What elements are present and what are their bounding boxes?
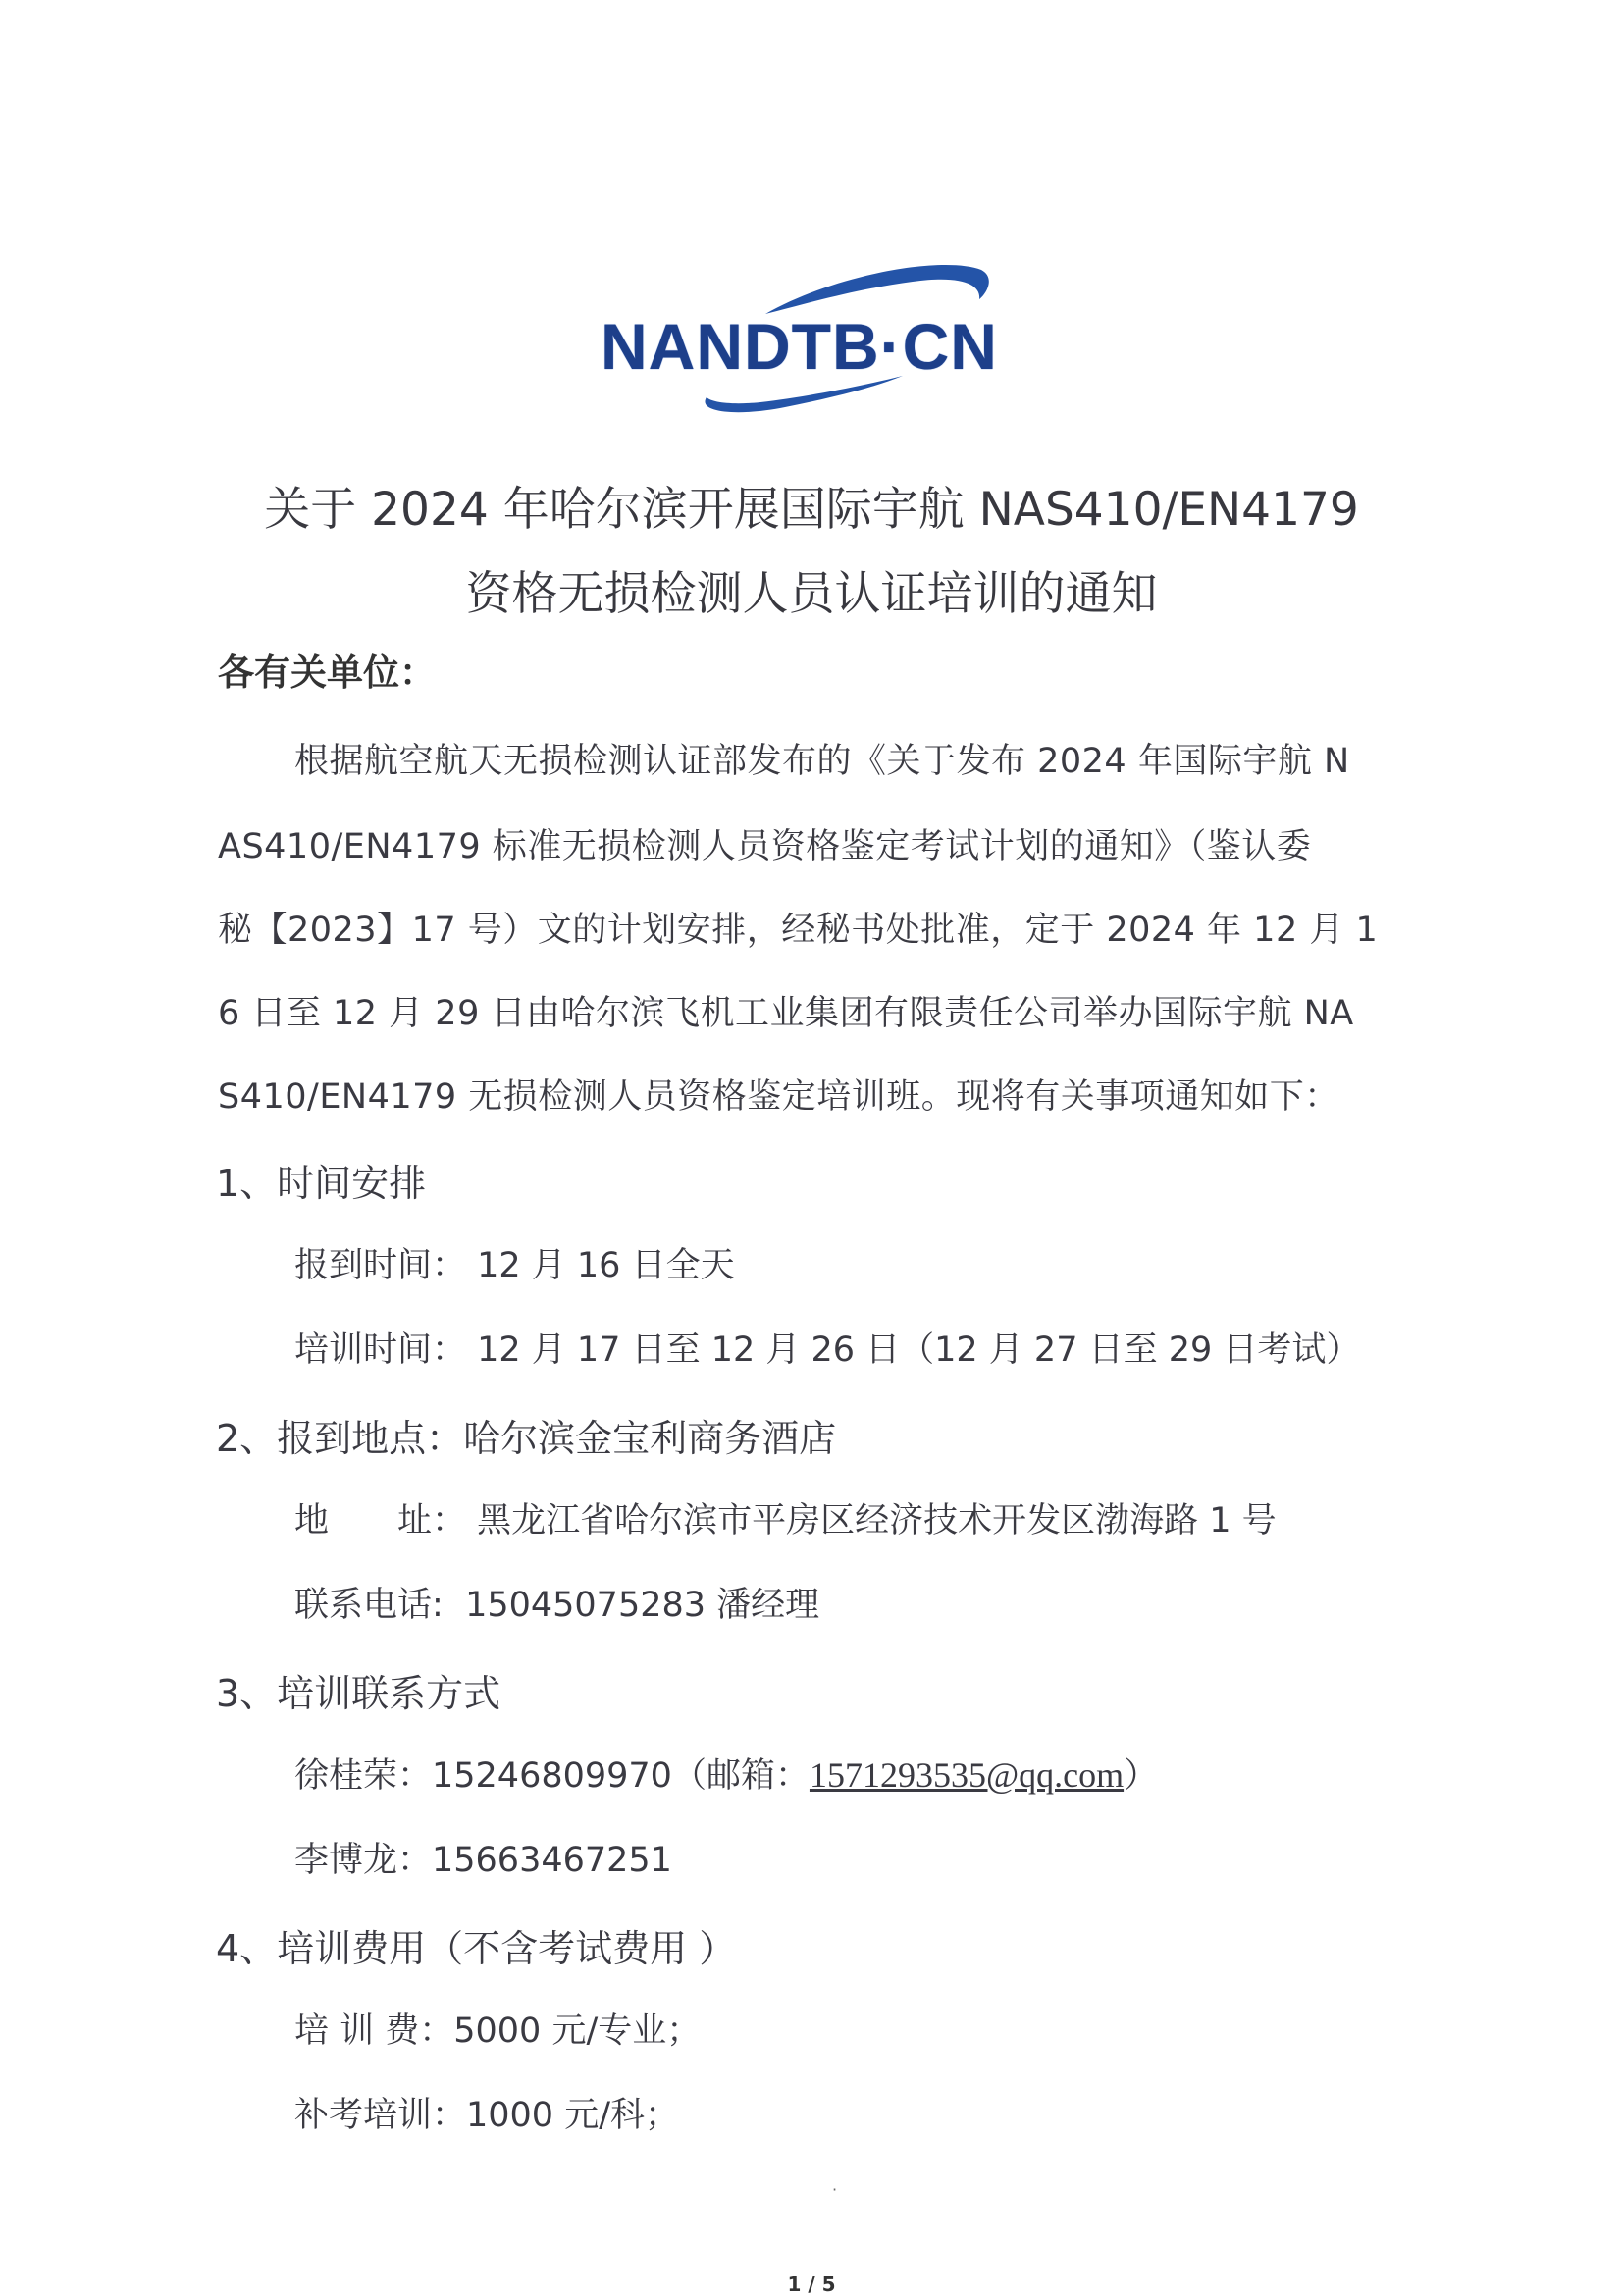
address-value: 黑龙江省哈尔滨市平房区经济技术开发区渤海路 1 号 (477, 1501, 1277, 1540)
hotel-phone-row (294, 1578, 819, 1627)
intro-line-3: 秘【2023】17 号）文的计划安排，经秘书处批准，定于 2024 年 12 月 1 (218, 911, 1379, 950)
salutation: 各有关单位： (218, 652, 436, 694)
logo-text: NANDTB·CN (601, 310, 998, 383)
title-line-2: 资格无损检测人员认证培训的通知 (465, 567, 1158, 621)
nandtb-logo (589, 250, 1060, 422)
section-fees-heading: 4、培训费用（不含考试费用 ） (216, 1927, 737, 1970)
scan-speck: · (832, 2180, 838, 2199)
address-label: 地 址： (294, 1501, 467, 1540)
hotel-phone-label: 联系电话: (294, 1586, 444, 1625)
training-fee: 培 训 费：5000 元/专业； (294, 2011, 702, 2051)
intro-line-1: 根据航空航天无损检测认证部发布的《关于发布 2024 年国际宇航 N (294, 742, 1350, 781)
section-schedule-heading: 1、时间安排 (216, 1162, 427, 1205)
training-time: 培训时间： 12 月 17 日至 12 月 26 日（12 月 27 日至 29 日考试） (294, 1331, 1361, 1370)
contact-1-prefix: 徐桂荣：15246809970（邮箱： (294, 1756, 810, 1796)
checkin-time: 报到时间： 12 月 16 日全天 (294, 1246, 735, 1285)
title-line-1: 关于 2024 年哈尔滨开展国际宇航 NAS410/EN4179 (264, 483, 1359, 537)
intro-line-4: 6 日至 12 月 29 日由哈尔滨飞机工业集团有限责任公司举办国际宇航 NA (218, 994, 1354, 1033)
contact-1 (294, 1748, 1158, 1798)
hotel-phone-value: 15045075283 潘经理 (465, 1586, 820, 1625)
intro-line-5: S410/EN4179 无损检测人员资格鉴定培训班。现将有关事项通知如下： (218, 1077, 1339, 1117)
retake-fee: 补考培训：1000 元/科； (294, 2096, 679, 2135)
contact-1-suffix: ） (1124, 1756, 1159, 1796)
section-contacts-heading: 3、培训联系方式 (216, 1672, 501, 1715)
section-location-heading: 2、报到地点：哈尔滨金宝利商务酒店 (216, 1417, 837, 1460)
contact-1-email-link[interactable]: 1571293535@qq.com (809, 1755, 1125, 1795)
contact-2: 李博龙：15663467251 (294, 1841, 672, 1880)
page-number: 1 / 5 (787, 2272, 836, 2296)
intro-line-2: AS410/EN4179 标准无损检测人员资格鉴定考试计划的通知》（鉴认委 (218, 827, 1312, 866)
address-row (294, 1493, 1277, 1542)
